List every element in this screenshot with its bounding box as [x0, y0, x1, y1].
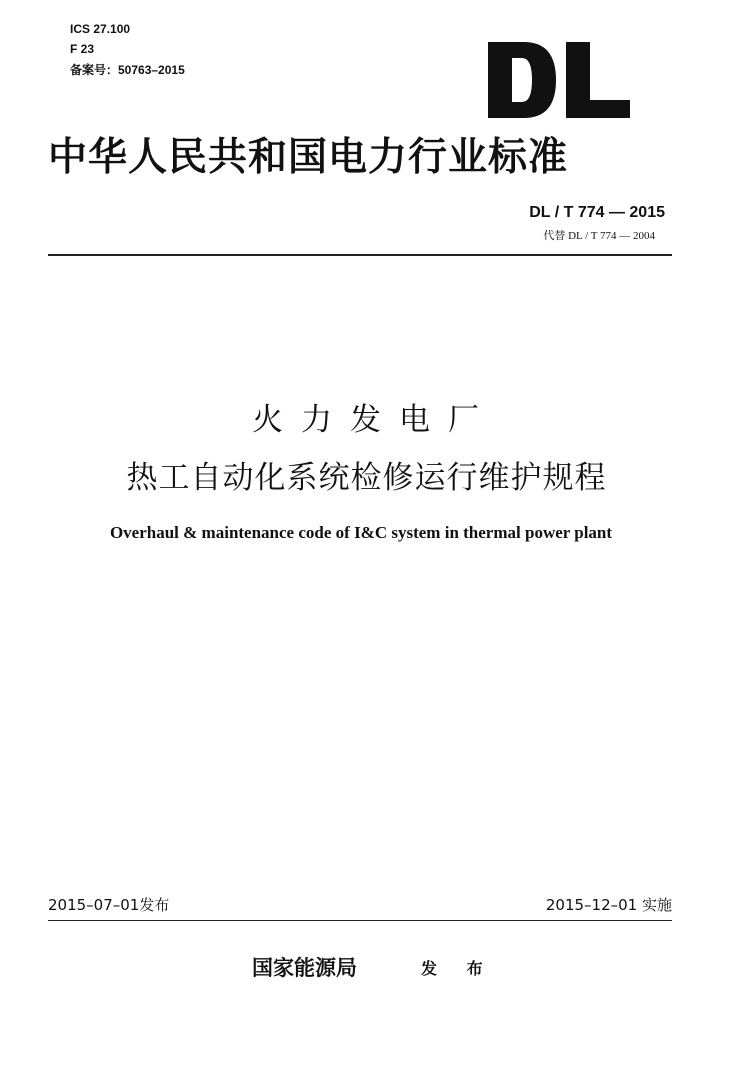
- replaces-standard: 代替 DL / T 774 — 2004: [543, 230, 655, 242]
- publisher-name: 国家能源局: [252, 955, 357, 980]
- ics-code: ICS 27.100: [70, 22, 131, 36]
- implementation-date: 2015–12–01 实施: [545, 896, 672, 914]
- dl-logo: [484, 38, 634, 122]
- publish-label: 发 布: [421, 959, 495, 978]
- logo-letter-d: [488, 42, 556, 118]
- filing-number: 备案号：50763–2015: [70, 63, 185, 77]
- title-cn-line1: 火力发电厂: [252, 402, 497, 438]
- footer-divider: [48, 920, 672, 921]
- ccs-code: F 23: [70, 42, 95, 56]
- title-en: Overhaul & maintenance code of I&C system in thermal power plant: [109, 523, 613, 542]
- industry-standard-title: 中华人民共和国电力行业标准: [48, 134, 569, 180]
- header-divider: [48, 254, 672, 256]
- issue-date: 2015–07–01发布: [48, 896, 170, 914]
- title-cn-line2: 热工自动化系统检修运行维护规程: [126, 460, 607, 496]
- standard-number: DL / T 774 — 2015: [529, 204, 665, 221]
- logo-letter-l: [566, 42, 630, 118]
